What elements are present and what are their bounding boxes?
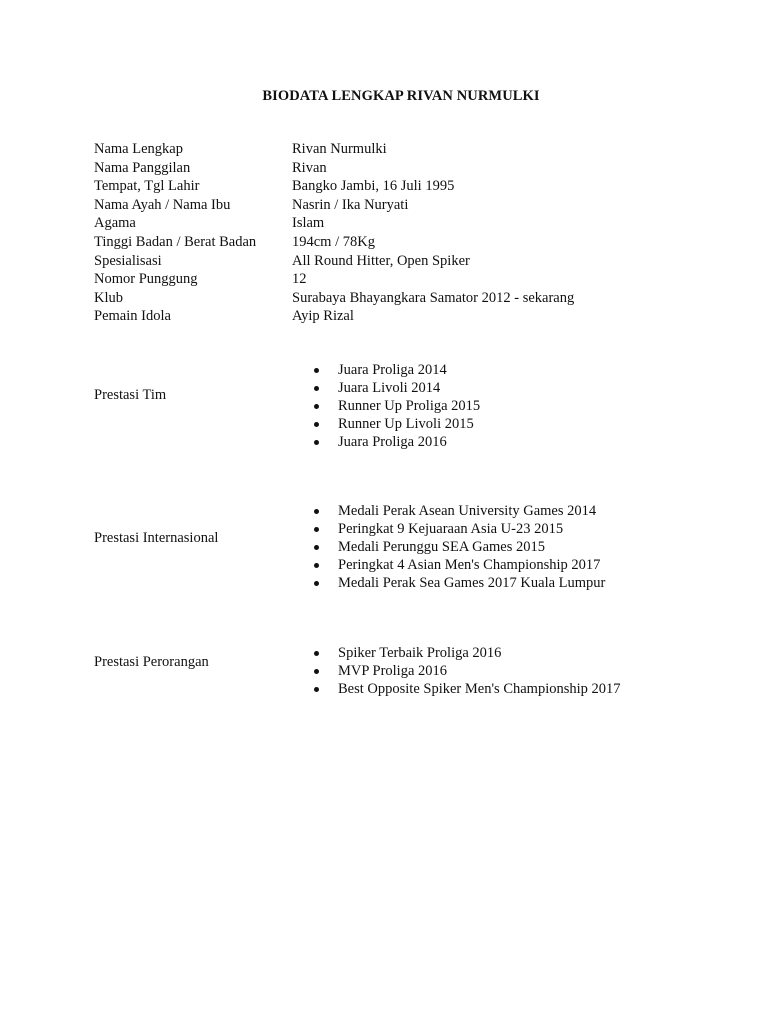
biodata-label: Klub	[94, 289, 123, 306]
list-item-text: Best Opposite Spiker Men's Championship 2017	[338, 681, 621, 697]
bullet-icon	[314, 386, 319, 391]
bullet-icon	[314, 422, 319, 427]
list-item-text: Juara Proliga 2016	[338, 434, 447, 450]
biodata-row	[94, 159, 574, 178]
list-item	[311, 379, 480, 397]
bullet-icon	[314, 669, 319, 674]
biodata-value: Nasrin / Ika Nuryati	[292, 196, 409, 213]
list-item-text: MVP Proliga 2016	[338, 663, 448, 679]
list-item-text: Runner Up Proliga 2015	[338, 398, 481, 414]
bullet-list	[311, 502, 605, 592]
bullet-icon	[314, 527, 319, 532]
bullet-icon	[314, 404, 319, 409]
biodata-row	[94, 214, 574, 233]
biodata-value: 194cm / 78Kg	[292, 233, 375, 250]
biodata-table	[94, 140, 574, 326]
bullet-icon	[314, 563, 319, 568]
list-item-text: Medali Perunggu SEA Games 2015	[338, 539, 546, 555]
section-prestasi-tim	[94, 361, 734, 461]
list-item	[311, 538, 605, 556]
biodata-row	[94, 140, 574, 159]
biodata-value: 12	[292, 271, 307, 288]
biodata-label: Pemain Idola	[94, 308, 171, 325]
biodata-row	[94, 196, 574, 215]
biodata-label: Nama Panggilan	[94, 159, 191, 176]
biodata-value: Ayip Rizal	[292, 308, 354, 325]
biodata-label: Tempat, Tgl Lahir	[94, 178, 200, 195]
biodata-row	[94, 270, 574, 289]
list-item-text: Peringkat 9 Kejuaraan Asia U-23 2015	[338, 521, 564, 537]
list-item	[311, 502, 605, 520]
section-prestasi-perorangan	[94, 644, 734, 714]
list-item-text: Medali Perak Asean University Games 2014	[338, 503, 597, 519]
biodata-value: Bangko Jambi, 16 Juli 1995	[292, 178, 455, 195]
list-item	[311, 433, 480, 451]
biodata-label: Tinggi Badan / Berat Badan	[94, 233, 257, 250]
list-item-text: Medali Perak Sea Games 2017 Kuala Lumpur	[338, 575, 606, 591]
bullet-icon	[314, 440, 319, 445]
bullet-list	[311, 361, 480, 451]
biodata-value: Rivan Nurmulki	[292, 141, 387, 157]
list-item	[311, 520, 605, 538]
list-item	[311, 361, 480, 379]
section-label: Prestasi Perorangan	[94, 654, 209, 670]
list-item-text: Peringkat 4 Asian Men's Championship 2017	[338, 557, 601, 573]
biodata-row	[94, 289, 574, 308]
list-item	[311, 556, 605, 574]
biodata-label: Agama	[94, 215, 136, 232]
list-item-text: Spiker Terbaik Proliga 2016	[338, 645, 502, 661]
bullet-icon	[314, 651, 319, 656]
bullet-icon	[314, 368, 319, 373]
list-item-text: Runner Up Livoli 2015	[338, 416, 474, 432]
document-title: BIODATA LENGKAP RIVAN NURMULKI	[262, 88, 540, 104]
biodata-row	[94, 307, 574, 326]
list-item	[311, 662, 621, 680]
biodata-label: Nama Lengkap	[94, 141, 183, 157]
bullet-list	[311, 644, 621, 698]
biodata-value: Surabaya Bhayangkara Samator 2012 - sekarang	[292, 289, 575, 306]
section-label: Prestasi Internasional	[94, 530, 219, 546]
biodata-label: Spesialisasi	[94, 252, 162, 269]
bullet-icon	[314, 509, 319, 514]
list-item	[311, 574, 605, 592]
biodata-label: Nomor Punggung	[94, 271, 198, 288]
list-item	[311, 680, 621, 698]
section-prestasi-internasional	[94, 502, 734, 602]
biodata-value: Islam	[292, 215, 325, 232]
section-label: Prestasi Tim	[94, 387, 167, 403]
bullet-icon	[314, 545, 319, 550]
biodata-row	[94, 233, 574, 252]
list-item	[311, 415, 480, 433]
biodata-value: Rivan	[292, 159, 327, 176]
biodata-value: All Round Hitter, Open Spiker	[292, 252, 470, 269]
bullet-icon	[314, 581, 319, 586]
list-item-text: Juara Livoli 2014	[338, 380, 441, 396]
bullet-icon	[314, 687, 319, 692]
list-item	[311, 644, 621, 662]
biodata-row	[94, 177, 574, 196]
biodata-label: Nama Ayah / Nama Ibu	[94, 196, 231, 213]
biodata-row	[94, 252, 574, 271]
list-item-text: Juara Proliga 2014	[338, 362, 447, 378]
list-item	[311, 397, 480, 415]
